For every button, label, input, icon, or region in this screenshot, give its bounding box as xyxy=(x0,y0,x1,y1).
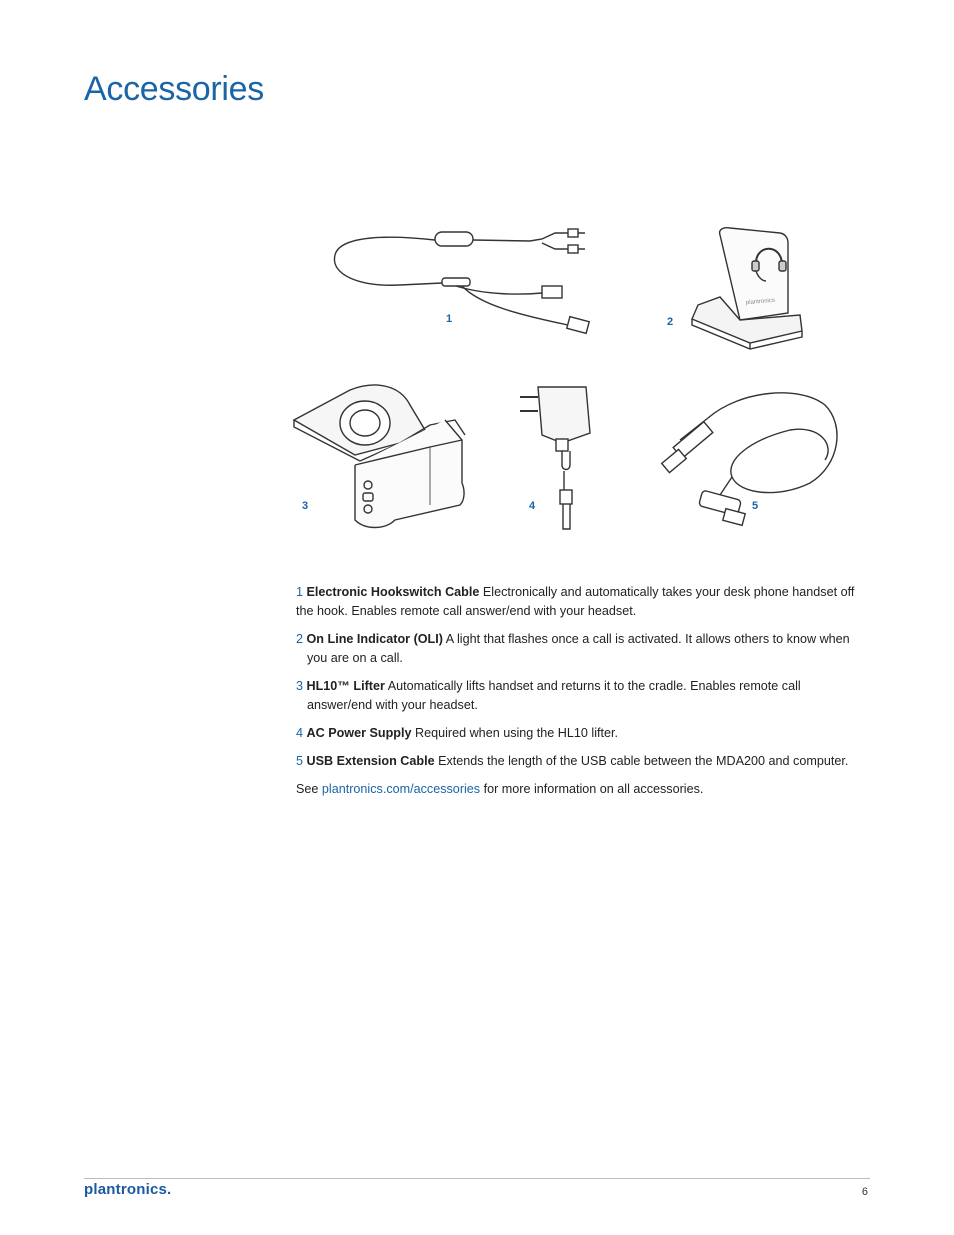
item-number: 5 xyxy=(296,754,304,768)
page-title: Accessories xyxy=(84,70,264,108)
usb-extension-cable-image xyxy=(662,393,837,526)
accessories-figure-svg xyxy=(280,215,860,545)
figure-label-1: 1 xyxy=(446,313,453,325)
item-description: Extends the length of the USB cable between the MDA200 and computer. xyxy=(438,754,849,768)
accessory-item-usb-extension xyxy=(296,752,866,771)
item-term: USB Extension Cable xyxy=(306,754,435,768)
item-description: A light that flashes once a call is activated. It allows others to know when you are on a call. xyxy=(307,632,850,665)
see-more-prefix: See xyxy=(296,782,319,796)
see-more-suffix: for more information on all accessories. xyxy=(483,782,704,796)
accessory-item-hookswitch xyxy=(296,583,866,621)
accessory-item-ac-power xyxy=(296,724,866,743)
item-term: Electronic Hookswitch Cable xyxy=(306,585,480,599)
item-number: 4 xyxy=(296,726,304,740)
hl10-lifter-image xyxy=(294,385,465,528)
oli-device-brand-text: plantronics xyxy=(745,297,776,307)
accessory-item-hl10-lifter xyxy=(296,677,866,715)
figure-label-5: 5 xyxy=(752,500,759,512)
item-number: 1 xyxy=(296,585,304,599)
figure-label-2: 2 xyxy=(667,316,674,328)
item-number: 2 xyxy=(296,632,304,646)
figure-label-4: 4 xyxy=(529,500,536,512)
item-term: HL10™ Lifter xyxy=(306,679,385,693)
page-number: 6 xyxy=(861,1186,868,1198)
plantronics-logo: plantronics. xyxy=(84,1181,172,1198)
hookswitch-cable-image xyxy=(334,229,589,333)
item-term: On Line Indicator (OLI) xyxy=(306,632,443,646)
accessories-illustration xyxy=(280,215,860,545)
accessories-list xyxy=(296,583,866,799)
item-description: Required when using the HL10 lifter. xyxy=(414,726,619,740)
item-number: 3 xyxy=(296,679,304,693)
figure-label-3: 3 xyxy=(302,500,309,512)
item-description: Automatically lifts handset and returns it to the cradle. Enables remote call answer/end with your headset. xyxy=(307,679,801,712)
accessories-link[interactable]: plantronics.com/accessories xyxy=(321,782,481,796)
online-indicator-image xyxy=(692,228,802,349)
item-term: AC Power Supply xyxy=(306,726,412,740)
accessory-item-oli xyxy=(296,630,866,668)
footer-divider xyxy=(84,1178,870,1179)
item-description: Electronically and automatically takes your desk phone handset off the hook. Enables remote call answer/end with your headset. xyxy=(296,585,855,618)
see-more-text xyxy=(296,780,866,799)
